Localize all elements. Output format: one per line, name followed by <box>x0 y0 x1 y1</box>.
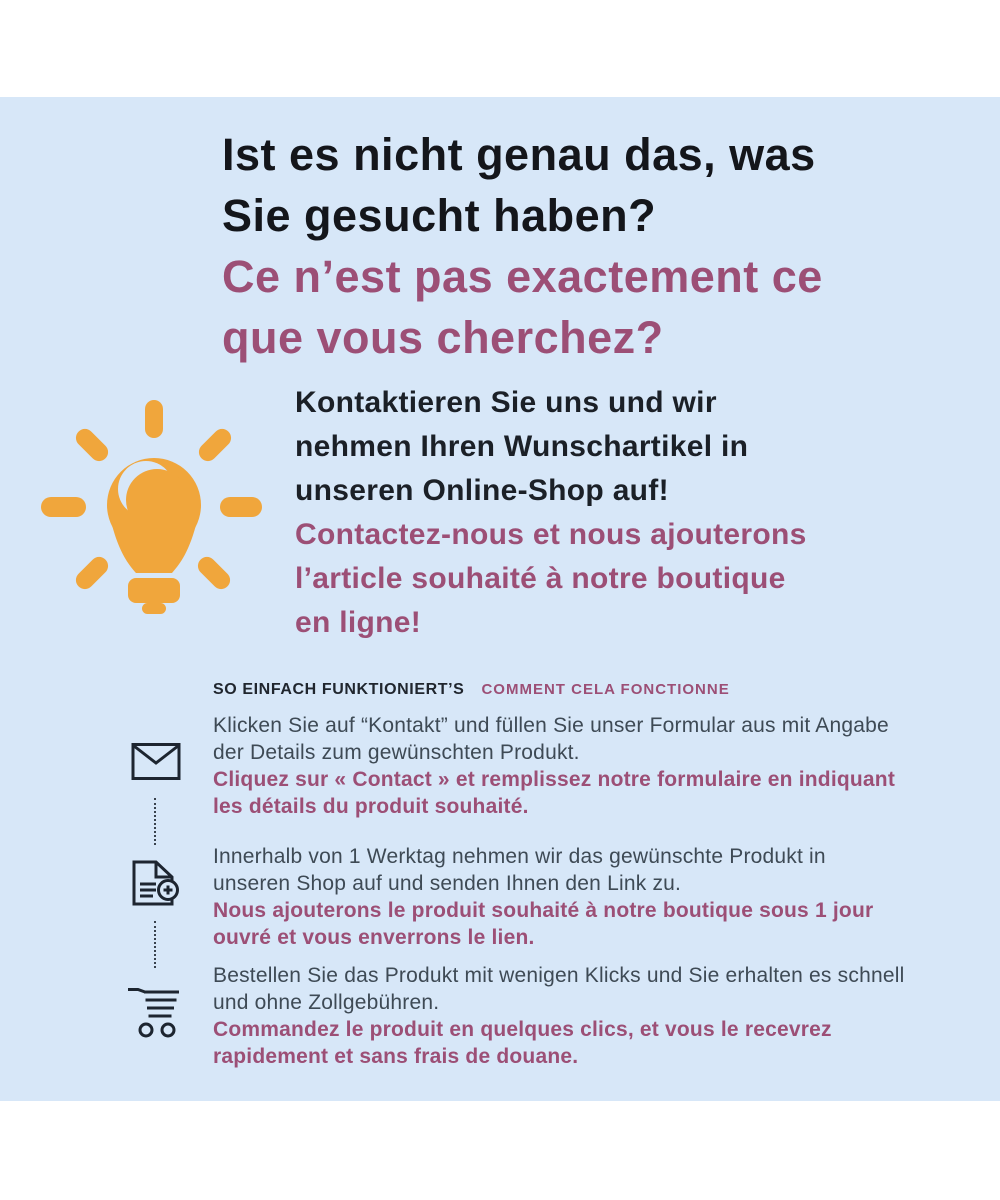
headline-fr-line: que vous cherchez? <box>222 312 664 363</box>
step-fr-line: Nous ajouterons le produit souhaité à notre boutique sous 1 jour <box>213 899 874 922</box>
contact-de-line: Kontaktieren Sie uns und wir <box>295 386 717 419</box>
step-order <box>213 962 953 1070</box>
how-it-works-title-fr: COMMENT CELA FONCTIONNE <box>481 681 730 698</box>
how-it-works-header <box>213 681 730 699</box>
step-de-line: und ohne Zollgebühren. <box>213 991 440 1014</box>
step-de-line: Bestellen Sie das Produkt mit wenigen Klicks und Sie erhalten es schnell <box>213 964 905 987</box>
lightbulb-icon <box>38 393 268 625</box>
contact-de-line: nehmen Ihren Wunschartikel in <box>295 430 749 463</box>
step-de-line: Innerhalb von 1 Werktag nehmen wir das gewünschte Produkt in <box>213 845 826 868</box>
envelope-icon <box>131 742 181 782</box>
step-contact <box>213 712 953 820</box>
step-add-product <box>213 843 953 951</box>
step-fr-line: ouvré et vous enverrons le lien. <box>213 926 535 949</box>
how-it-works-title-de: SO EINFACH FUNKTIONIERT’S <box>213 681 465 698</box>
step-de-line: der Details zum gewünschten Produkt. <box>213 741 580 764</box>
document-add-icon <box>129 859 181 911</box>
step-de-line: unseren Shop auf und senden Ihnen den Link zu. <box>213 872 682 895</box>
headline-fr-line: Ce n’est pas exactement ce <box>222 251 823 302</box>
headline-de-line: Sie gesucht haben? <box>222 190 657 241</box>
headline-de-line: Ist es nicht genau das, was <box>222 129 816 180</box>
step-fr-line: Cliquez sur « Contact » et remplissez notre formulaire en indiquant <box>213 768 896 791</box>
headline <box>222 124 823 368</box>
contact-de-line: unseren Online-Shop auf! <box>295 474 669 507</box>
contact-fr-line: en ligne! <box>295 606 422 639</box>
contact-fr-line: l’article souhaité à notre boutique <box>295 562 786 595</box>
dotted-line <box>154 798 156 845</box>
step-fr-line: rapidement et sans frais de douane. <box>213 1045 579 1068</box>
contact-fr-line: Contactez-nous et nous ajouterons <box>295 518 807 551</box>
step-fr-line: Commandez le produit en quelques clics, et vous le recevrez <box>213 1018 832 1041</box>
shopping-cart-icon <box>125 983 183 1041</box>
step-fr-line: les détails du produit souhaité. <box>213 795 529 818</box>
contact-text <box>295 381 807 645</box>
dotted-line <box>154 921 156 968</box>
step-de-line: Klicken Sie auf “Kontakt” und füllen Sie unser Formular aus mit Angabe <box>213 714 889 737</box>
